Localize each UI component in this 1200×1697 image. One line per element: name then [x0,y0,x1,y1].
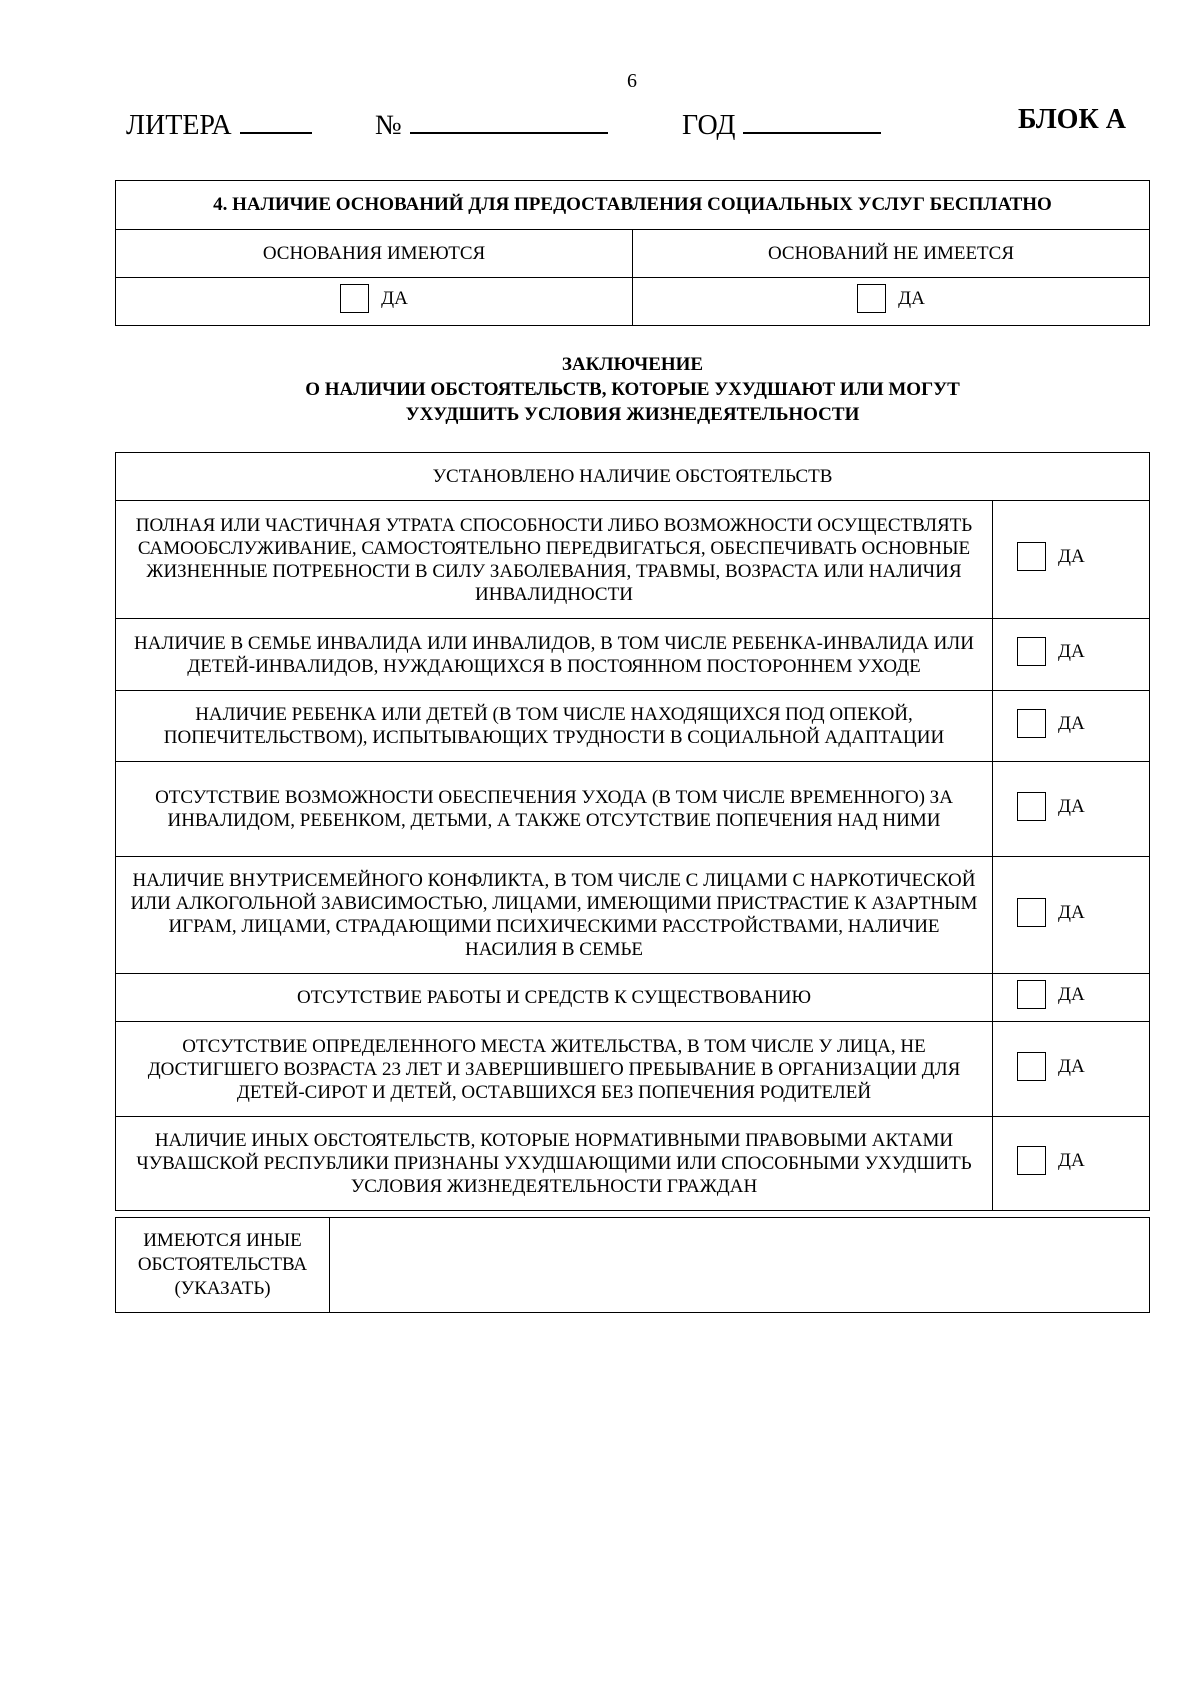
circumstance-checkbox[interactable] [1017,792,1046,821]
grounds-exist-checkbox[interactable] [340,284,369,313]
circumstance-option [992,619,1149,691]
conclusion-title: ЗАКЛЮЧЕНИЕ [561,354,704,375]
no-grounds-option [633,278,1150,326]
circumstance-text: НАЛИЧИЕ ВНУТРИСЕМЕЙНОГО КОНФЛИКТА, В ТОМ ЧИСЛЕ С ЛИЦАМИ С НАРКОТИЧЕСКОЙ ИЛИ АЛКОГОЛЬНОЙ ЗАВИСИМОСТЬЮ, ЛИЦАМИ, ИМЕЮЩИМИ ПРИСТРАСТИЕ К АЗАРТНЫМ ИГРАМ, ЛИЦАМИ, СТРАДАЮЩИМИ ПСИХИЧЕСКИМИ РАССТРОЙСТВАМИ, НАЛИЧИЕ НАСИЛИЯ В СЕМЬЕ [116,857,993,974]
yes-label: ДА [1057,901,1085,923]
conclusion-heading [115,352,1150,427]
circumstance-checkbox[interactable] [1017,637,1046,666]
yes-label: ДА [1057,984,1085,1005]
table-row [116,1117,1150,1211]
circumstance-checkbox[interactable] [1017,1052,1046,1081]
form-header [0,104,1200,144]
year-field[interactable] [682,104,881,142]
other-circumstances-table [115,1217,1150,1313]
number-blank[interactable] [410,104,608,134]
circumstance-text: ОТСУТСТВИЕ ВОЗМОЖНОСТИ ОБЕСПЕЧЕНИЯ УХОДА (В ТОМ ЧИСЛЕ ВРЕМЕННОГО) ЗА ИНВАЛИДОМ, РЕБЕНКОМ, ДЕТЬМИ, А ТАКЖЕ ОТСУТСТВИЕ ПОПЕЧЕНИЯ НАД НИМИ [116,762,993,857]
circumstance-option [992,1022,1149,1117]
other-circumstances-label [116,1218,330,1313]
circumstances-table [115,452,1150,1211]
circumstance-option [992,857,1149,974]
circumstance-option [992,762,1149,857]
other-label-line: ОБСТОЯТЕЛЬСТВА [137,1254,308,1275]
table-row [116,1022,1150,1117]
yes-label: ДА [1057,1055,1085,1077]
yes-label: ДА [1057,795,1085,817]
circumstance-checkbox[interactable] [1017,1146,1046,1175]
circumstance-option [992,974,1149,1022]
litera-label: ЛИТЕРА [126,110,232,141]
yes-label: ДА [1057,712,1085,734]
other-label-line: ИМЕЮТСЯ ИНЫЕ [143,1230,302,1251]
grounds-exist-header: ОСНОВАНИЯ ИМЕЮТСЯ [116,230,633,278]
yes-label: ДА [381,287,408,309]
circumstance-text: НАЛИЧИЕ ИНЫХ ОБСТОЯТЕЛЬСТВ, КОТОРЫЕ НОРМАТИВНЫМИ ПРАВОВЫМИ АКТАМИ ЧУВАШСКОЙ РЕСПУБЛИКИ ПРИЗНАНЫ УХУДШАЮЩИМИ ИЛИ СПОСОБНЫМИ УХУДШИТЬ УСЛОВИЯ ЖИЗНЕДЕЯТЕЛЬНОСТИ ГРАЖДАН [116,1117,993,1211]
year-blank[interactable] [743,104,881,134]
circumstance-text: ОТСУТСТВИЕ ОПРЕДЕЛЕННОГО МЕСТА ЖИТЕЛЬСТВА, В ТОМ ЧИСЛЕ У ЛИЦА, НЕ ДОСТИГШЕГО ВОЗРАСТА 23 ЛЕТ И ЗАВЕРШИВШЕГО ПРЕБЫВАНИЕ В ОРГАНИЗАЦИИ ДЛЯ ДЕТЕЙ-СИРОТ И ДЕТЕЙ, ОСТАВШИХСЯ БЕЗ ПОПЕЧЕНИЯ РОДИТЕЛЕЙ [116,1022,993,1117]
circumstance-text: ОТСУТСТВИЕ РАБОТЫ И СРЕДСТВ К СУЩЕСТВОВАНИЮ [116,974,993,1022]
table-row [116,691,1150,762]
circumstance-option [992,1117,1149,1211]
section4-title: 4. НАЛИЧИЕ ОСНОВАНИЙ ДЛЯ ПРЕДОСТАВЛЕНИЯ СОЦИАЛЬНЫХ УСЛУГ БЕСПЛАТНО [116,181,1150,230]
conclusion-subtitle-line2: УХУДШИТЬ УСЛОВИЯ ЖИЗНЕДЕЯТЕЛЬНОСТИ [405,404,860,425]
page-number: 6 [627,70,637,92]
yes-label: ДА [1057,546,1085,567]
no-grounds-checkbox[interactable] [857,284,886,313]
circumstances-header: УСТАНОВЛЕНО НАЛИЧИЕ ОБСТОЯТЕЛЬСТВ [116,453,1150,501]
circumstance-text: НАЛИЧИЕ РЕБЕНКА ИЛИ ДЕТЕЙ (В ТОМ ЧИСЛЕ НАХОДЯЩИХСЯ ПОД ОПЕКОЙ, ПОПЕЧИТЕЛЬСТВОМ), ИСПЫТЫВАЮЩИХ ТРУДНОСТИ В СОЦИАЛЬНОЙ АДАПТАЦИИ [116,691,993,762]
other-label-line: (УКАЗАТЬ) [174,1278,271,1299]
table-row [116,619,1150,691]
yes-label: ДА [1057,641,1085,662]
other-circumstances-field[interactable] [330,1218,1150,1313]
circumstance-checkbox[interactable] [1017,709,1046,738]
number-label: № [375,110,402,141]
number-field[interactable] [375,104,608,142]
yes-label: ДА [1057,1150,1085,1171]
circumstance-checkbox[interactable] [1017,898,1046,927]
block-label: БЛОК А [1018,104,1126,135]
year-label: ГОД [682,110,736,141]
no-grounds-header: ОСНОВАНИЙ НЕ ИМЕЕТСЯ [633,230,1150,278]
litera-blank[interactable] [240,104,312,134]
grounds-exist-option [116,278,633,326]
circumstance-text: НАЛИЧИЕ В СЕМЬЕ ИНВАЛИДА ИЛИ ИНВАЛИДОВ, В ТОМ ЧИСЛЕ РЕБЕНКА-ИНВАЛИДА ИЛИ ДЕТЕЙ-ИНВАЛИДОВ, НУЖДАЮЩИХСЯ В ПОСТОЯННОМ ПОСТОРОННЕМ УХОДЕ [116,619,993,691]
yes-label: ДА [898,287,925,309]
circumstance-checkbox[interactable] [1017,542,1046,571]
table-row [116,974,1150,1022]
table-row [116,762,1150,857]
circumstance-option [992,501,1149,619]
circumstance-text: ПОЛНАЯ ИЛИ ЧАСТИЧНАЯ УТРАТА СПОСОБНОСТИ ЛИБО ВОЗМОЖНОСТИ ОСУЩЕСТВЛЯТЬ САМООБСЛУЖИВАНИЕ, САМОСТОЯТЕЛЬНО ПЕРЕДВИГАТЬСЯ, ОБЕСПЕЧИВАТЬ ОСНОВНЫЕ ЖИЗНЕННЫЕ ПОТРЕБНОСТИ В СИЛУ ЗАБОЛЕВАНИЯ, ТРАВМЫ, ВОЗРАСТА ИЛИ НАЛИЧИЯ ИНВАЛИДНОСТИ [116,501,993,619]
free-services-table [115,180,1150,326]
circumstance-checkbox[interactable] [1017,980,1046,1009]
table-row [116,857,1150,974]
litera-field[interactable] [126,104,312,142]
table-row [116,501,1150,619]
conclusion-subtitle-line1: О НАЛИЧИИ ОБСТОЯТЕЛЬСТВ, КОТОРЫЕ УХУДШАЮТ ИЛИ МОГУТ [305,379,960,400]
circumstance-option [992,691,1149,762]
